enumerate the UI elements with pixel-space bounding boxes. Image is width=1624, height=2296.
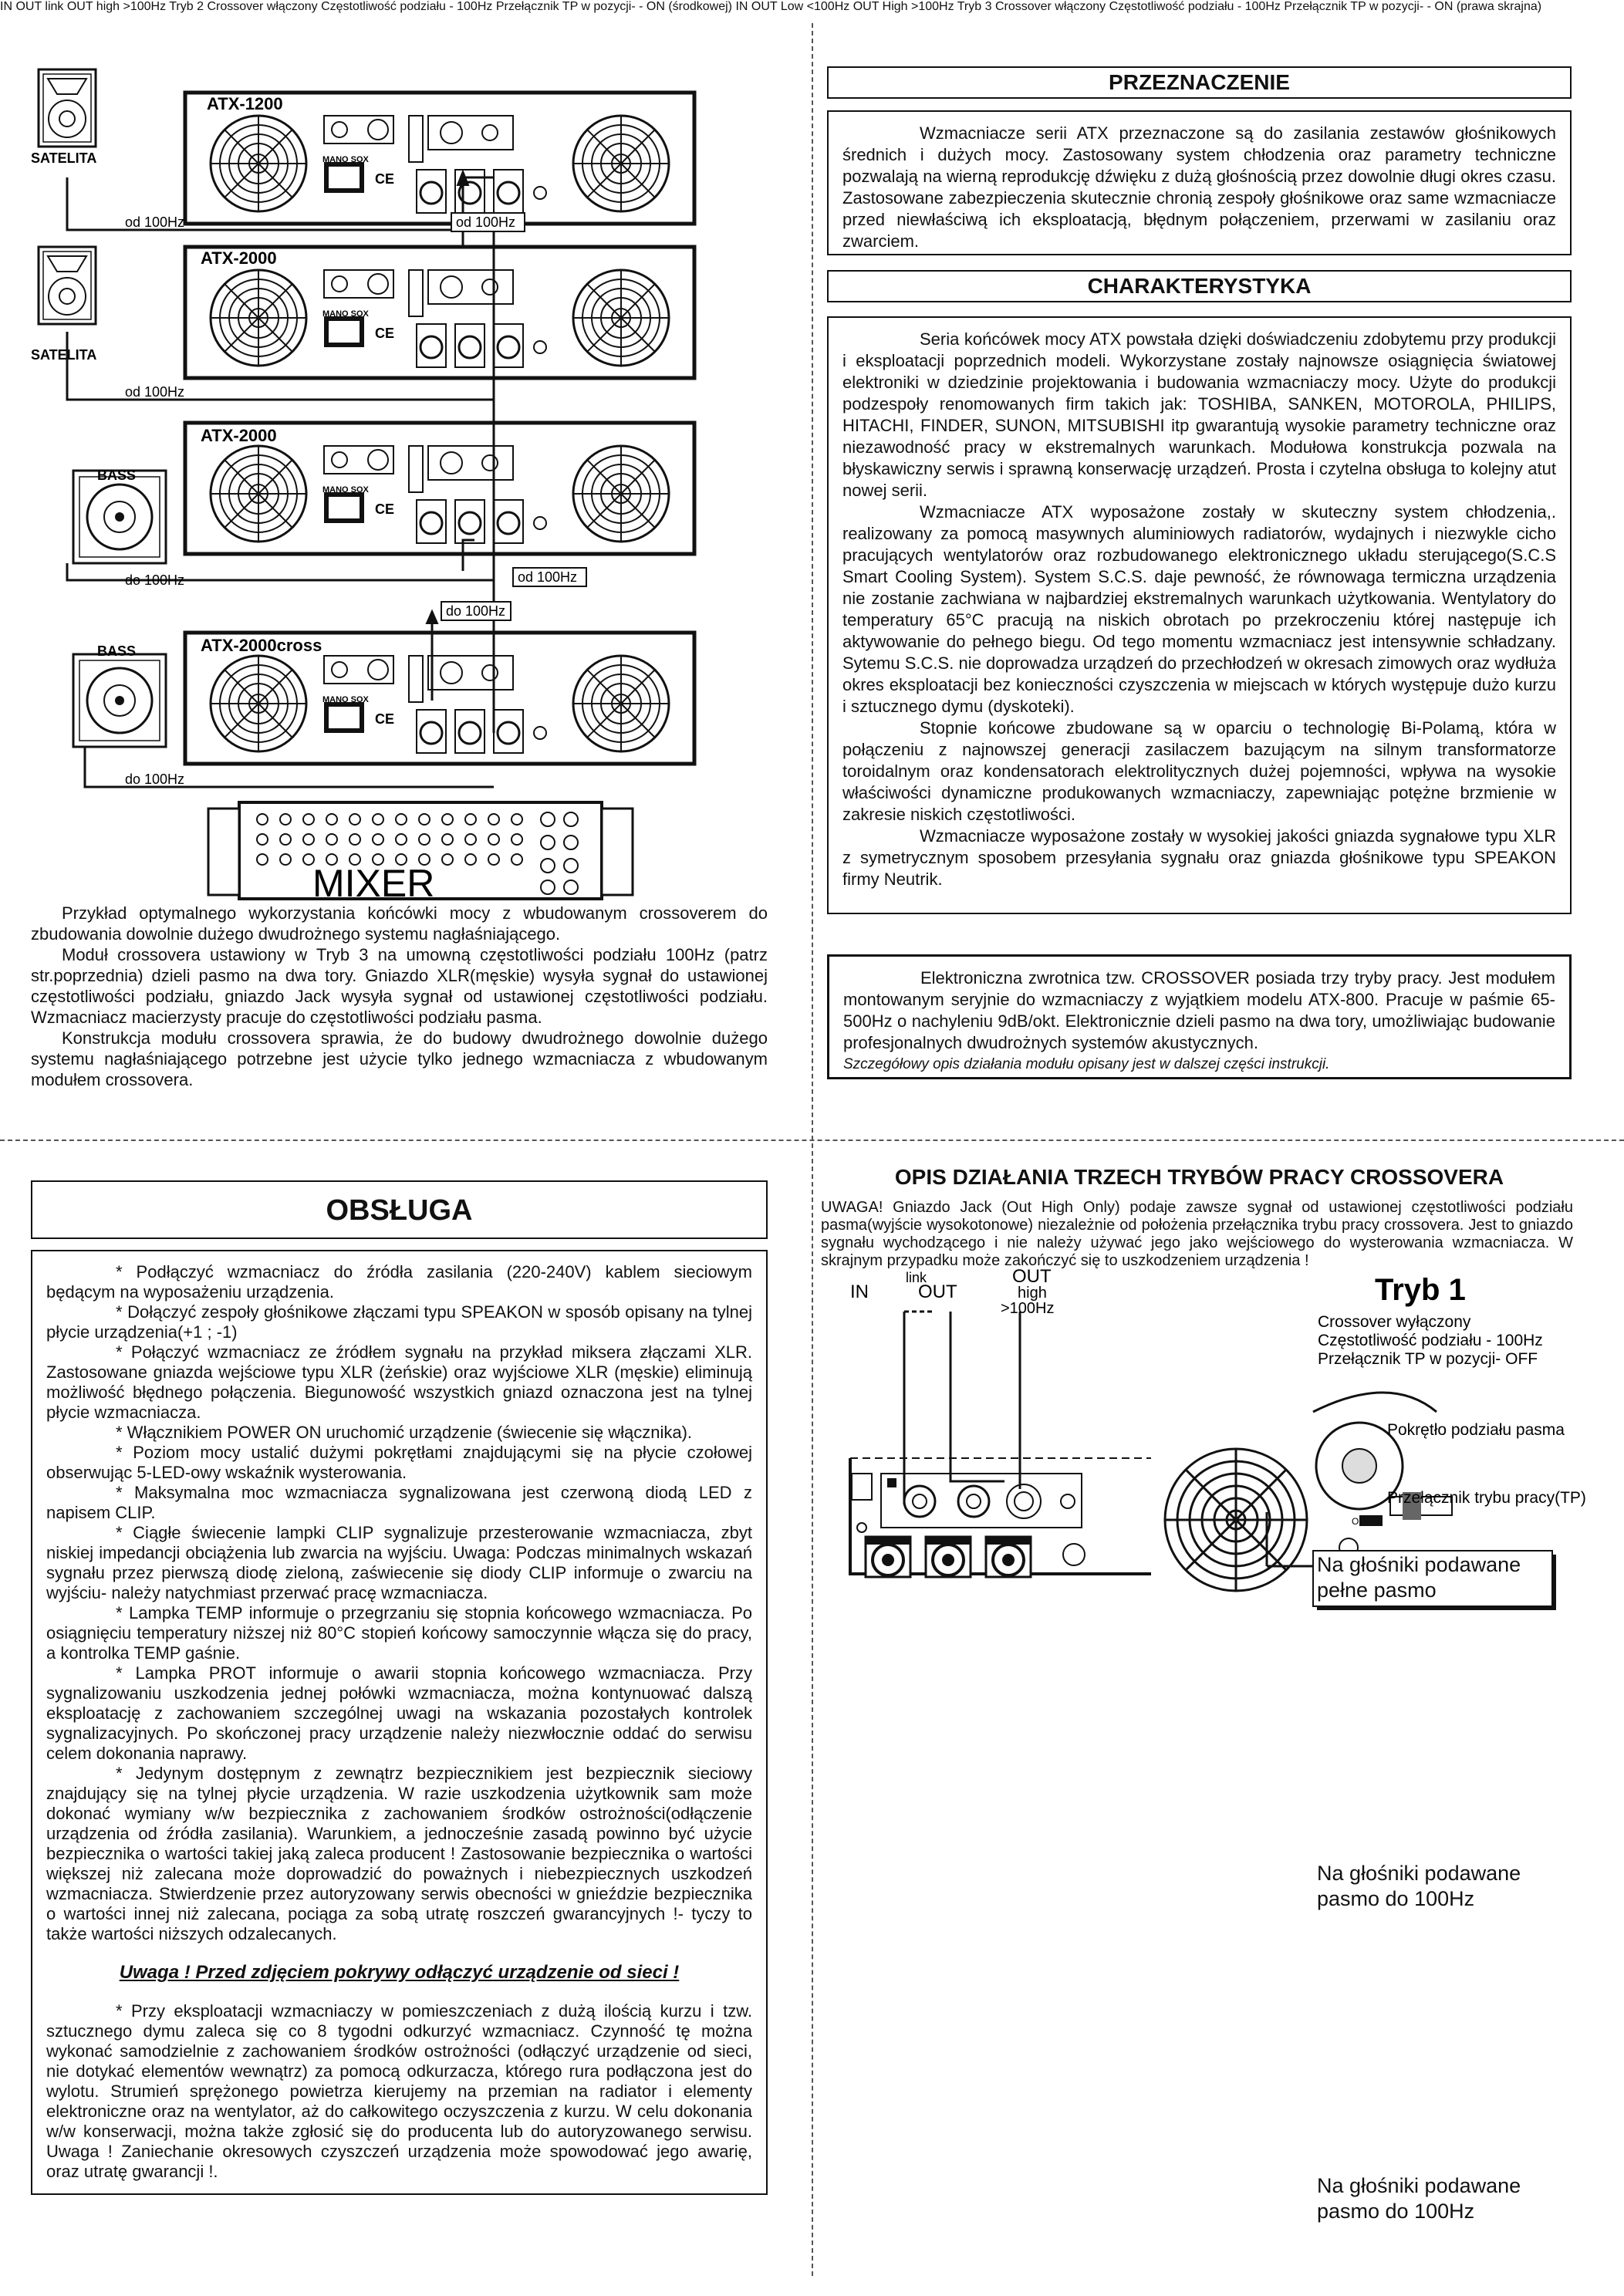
mode-title: Tryb 1 — [1375, 1273, 1466, 1307]
left-description: Przykład optymalnego wykorzystania końcówki mocy z wbudowanym crossoverem do zbudowania dowolnie dużego dwudrożnego systemu nagłaśniającego. Moduł crossovera ustawiony w Tryb 3 na umowną częstotliwości podziału 100Hz (patrz str.poprzednia) dzieli pasmo na dwa tory. Gniazdo XLR(męskie) wysyła sygnał do ustawionej częstotliwości podziału, gniazdo Jack wysyła sygnał od ustawionej częstotliwości podziału. Wzmacniacz macierzysty pracuje do częstotliwości podziału pasma. Konstrukcja modułu crossovera sprawia, że do budowy dwudrożnego dowolnie dużego systemu nagłaśniającego potrzebne jest użycie tylko jednego wzmacniacza z wbudowanym modułem crossovera. — [31, 903, 768, 1089]
mode-2: IN OUT link OUT high >100Hz Tryb 2 Crossover włączony Częstotliwość podziału - 100Hz Przełącznik TP w pozycji- - ON (środkowej) — [0, 0, 732, 13]
mixer — [208, 802, 633, 905]
svg-text:od 100Hz: od 100Hz — [456, 214, 516, 230]
svg-text:high: high — [1018, 1285, 1047, 1302]
svg-text:od 100Hz: od 100Hz — [125, 384, 185, 400]
amp-atx-2000cross — [185, 633, 694, 764]
speaker-satelita-1 — [31, 69, 96, 166]
svg-text:do 100Hz: do 100Hz — [125, 572, 185, 588]
mode-title: Tryb 2 — [169, 0, 204, 13]
mode-1-speaker-note: Na głośniki podawane pełne pasmo — [1317, 1553, 1521, 1602]
svg-text:od 100Hz: od 100Hz — [518, 569, 578, 585]
charakterystyka-heading: CHARAKTERYSTYKA — [827, 270, 1572, 302]
charakterystyka-text: Seria końcówek mocy ATX powstała dzięki doświadczeniu zdobytemu przy produkcji i eksploatacji poprzednich modeli. Wykorzystane zostały najnowsze osiągnięcia światowej elektroniki w dziedzinie projektowania i budowania wzmacniaczy mocy. Użyte do produkcji podzespoły renomowanych firm takich jak: TOSHIBA, SANKEN, MOTOROLA, PHILIPS, HITACHI, FINDER, SUNON, MITSUBISHI itp gwarantują wysokie parametry techniczne oraz niezawodność pracy w ekstremalnych warunkach. Modułowa konstrukcja pozwala na błyskawiczny serwis i sprawną konserwację urządzeń. Prosta i czytelna obsługa to kolejny atut nowej serii. Wzmacniacze ATX wyposażone zostały w skuteczny system chłodzenia,. realizowany za pomocą masywnych aluminiowych radiatorów, wydajnych i niezwykle cicho pracujących wentylatorów oraz rozbudowanego elektronicznego układu sterującego(S.C.S Smart Cooling System). System S.C.S. daje pewność, że równowaga termiczna urządzenia nie zostanie zachwiana w najbardziej ekstremalnych warunkach użytkowania. Wentylatory do temperatury 65°C pracują na niskich obrotach po przekroczeniu której następuje ich aktywowanie do pełnego biegu. Od tego momentu wzmacniacz jest intensywnie schładzany. Sytemu S.C.S. nie doprowadza urządzeń do przechłodzeń w okresach zimowych oraz wydłuża okres eksploatacji bez konieczności czyszczenia w miejscach w których występuje dużo kurzu i sztucznego dymu (dyskoteki). Stopnie końcowe zbudowane są w oparciu o technologię Bi-Polamą, która w połączeniu z najnowszej generacji zasilaczem bazującym na silnym transformatorze toroidalnym oraz kondensatorach elektrolitycznych dużej pojemności, wpływa na wysokie właściwości dynamiczne produkowanych wzmacniaczy, zapewniając potężne brzmienie w zakresie niskich częstotliwości. Wzmacniacze wyposażone zostały w wysokiej jakości gniazda sygnałowe typu XLR z symetrycznym sposobem przesyłania sygnału oraz gniazda głośnikowe typu SPEAKON firmy Neutrik. — [827, 316, 1572, 914]
opis-intro: UWAGA! Gniazdo Jack (Out High Only) podaje zawsze sygnał od ustawionej częstotliwości podziału pasma(wyjście wysokotonowe) niezależnie od położenia przełącznika trybu pracy crossovera. Jest to gniazdo sygnału wychodzącego i nie należy używać jego jako wejściowego do wysterowania wzmacniacza. W skrajnym przypadku może zakończyć się to uszkodzeniem urządzenia ! — [821, 1199, 1573, 1269]
speaker-bass-1 — [73, 468, 166, 563]
amp-atx-2000-2 — [185, 423, 694, 554]
svg-text:OUT: OUT — [918, 1281, 957, 1302]
amp-model-label: ATX-2000cross — [201, 636, 322, 655]
svg-text:OUT: OUT — [1012, 1266, 1052, 1287]
obsluga-heading: OBSŁUGA — [31, 1180, 768, 1239]
obsluga-text: * Podłączyć wzmacniacz do źródła zasilania (220-240V) kablem sieciowym będącym na wyposażeniu urządzenia. * Dołączyć zespoły głośnikowe złączami typu SPEAKON w sposób opisany na tylnej płycie urządzenia(+1 ; -1) * Połączyć wzmacniacz ze źródłem sygnału na przykład miksera złączami XLR. Zastosowane gniazda wejściowe typu XLR (żeńskie) oraz wyjściowe XLR (męskie) eliminują możliwość błędnego połączenia. Biegunowość wszystkich gniazd oznaczona jest na tylnej płycie wzmacniacza. * Włącznikiem POWER ON uruchomić urządzenie (świecenie się włącznika). * Poziom mocy ustalić dużymi pokrętłami znajdującymi się na płycie czołowej obserwując 5-LED-owy wskaźnik wysterowania. * Maksymalna moc wzmacniacza sygnalizowana jest czerwoną diodą LED z napisem CLIP. * Ciągłe świecenie lampki CLIP sygnalizuje przesterowanie wzmacniacza, zbyt niskiej impedancji obciążenia lub zwarcia na wyjściu. Uwaga: Podczas minimalnych wskazań sygnału przez pierwszą diodę zieloną, zaświecenie się diody CLIP informuje o zwarciu na wyjściu- należy natychmiast przerwać pracę wzmacniacza. * Lampka TEMP informuje o przegrzaniu się stopnia końcowego wzmacniacza. Po osiągnięciu temperatury niższej niż 80°C stopień końcowy samoczynnie włącza się do pracy, a kontrolka TEMP gaśnie. * Lampka PROT informuje o awarii stopnia końcowego wzmacniacza. Przy sygnalizowaniu uszkodzenia jednej połówki wzmacniacza, można kontynuować dalszą eksploatację z zachowaniem szczególnej uwagi na wskazania pozostałych kontrolek sygnalizacyjnych. Po skończonej pracy urządzenie należy niezwłocznie oddać do serwisu celem dokonania naprawy. * Jedynym dostępnym z zewnątrz bezpiecznikiem jest bezpiecznik sieciowy znajdujący się na tylnej płycie urządzenia. W razie uszkodzenia użytkownik sam może dokonać wymiany w/w bezpiecznika z zachowaniem środków ostrożności(odłączenie urządzenia od źródła zasilania). Warunkiem, a jednocześnie zasadą powinno być użycie bezpiecznika o wartości takiej jaką zaleca producent ! Zastosowanie bezpiecznika o wartości większej niż zalecana może doprowadzić do poważnych i niebezpiecznych uszkodzeń wzmacniacza. Stwierdzenie przez autoryzowany serwis obecności w gnieździe bezpiecznika o wartości innej niż zalecana, pociąga za sobą utratę roszczeń gwarancyjnych !- tyczy to także wartości niższych odzalecanych. Uwaga ! Przed zdjęciem pokrywy odłączyć urządzenie od sieci ! * Przy eksploatacji wzmacniaczy w pomieszczeniach z dużą ilością kurzu i tzw. sztucznego dymu zaleca się co 8 tygodni odkurzyć wzmacniacz. Czynność tę można wykonać samodzielnie z zachowaniem środków ostrożności (odłączyć urządzenie od sieci, nie dotykać elementów wewnątrz) za pomocą odkurzacza, którego rura podłączona jest do wylotu. Strumień sprężonego powietrza kierujemy na przemian na radiator i elementy elektroniczne oraz na wentylator, aż do całkowitego oczyszczenia z kurzu. W celu dokonania w/w konserwacji, można także zgłosić się do producenta lub do autoryzowanego serwisu. Uwaga ! Zaniechanie okresowych czyszczeń urządzenia może spowodować jego awarię, oraz utratę gwarancji !. — [31, 1250, 768, 2195]
svg-text:BASS: BASS — [97, 643, 137, 659]
mode-2-speaker-note: Na głośniki podawane pasmo do 100Hz — [1317, 1862, 1521, 1910]
mode-title: Tryb 3 — [957, 0, 992, 13]
przeznaczenie-text: Wzmacniacze serii ATX przeznaczone są do zasilania zestawów głośnikowych średnich i dużych mocy. Zastosowany system chłodzenia oraz parametry techniczne pozwalają na wierną reprodukcję dźwięku z dużą głośnością przez dowolnie długi okres czasu. Zastosowane zabezpieczenia skutecznie chronią zespoły głośnikowe oraz same wzmacniacze przed niewłaściwą ich eksploatacją, błędnym połączeniem, przerwami w zasilaniu oraz zwarciem. — [827, 110, 1572, 255]
svg-text:link: link — [906, 1270, 927, 1285]
speaker-bass-2 — [73, 643, 166, 747]
vertical-cut-line — [812, 23, 813, 2276]
svg-text:do 100Hz: do 100Hz — [446, 603, 506, 619]
amp-atx-1200 — [185, 93, 694, 224]
amp-model-label: ATX-2000 — [201, 426, 277, 445]
svg-text:BASS: BASS — [97, 468, 137, 483]
svg-text:>100Hz: >100Hz — [1001, 1300, 1055, 1317]
amp-model-label: ATX-1200 — [207, 94, 283, 113]
svg-text:od 100Hz: od 100Hz — [125, 214, 185, 230]
svg-text:Crossover wyłączony: Crossover wyłączony — [1318, 1313, 1471, 1331]
crossover-info-box: Elektroniczna zwrotnica tzw. CROSSOVER posiada trzy tryby pracy. Jest modułem montowanym seryjnie do wzmacniaczy z wyjątkiem modelu ATX-800. Pracuje w paśmie 65-500Hz o nachyleniu 9dB/okt. Elektronicznie dzieli pasmo na dwa tory, umożliwiając budowanie profesjonalnych dwudrożnych systemów akustycznych. Szczegółowy opis działania modułu opisany jest w dalszej części instrukcji. — [827, 954, 1572, 1079]
svg-text:Pokrętło podziału pasma: Pokrętło podziału pasma — [1387, 1421, 1565, 1439]
svg-text:MANO SOX: MANO SOX — [322, 309, 369, 319]
svg-text:IN: IN — [850, 1281, 869, 1302]
svg-text:Częstotliwość podziału - 100Hz: Częstotliwość podziału - 100Hz — [1318, 1332, 1543, 1349]
opis-heading: OPIS DZIAŁANIA TRZECH TRYBÓW PRACY CROSSOVERA — [894, 1165, 1504, 1189]
svg-text:do 100Hz: do 100Hz — [125, 772, 185, 787]
svg-text:SATELITA: SATELITA — [31, 150, 97, 166]
przeznaczenie-heading: PRZEZNACZENIE — [827, 66, 1572, 99]
svg-text:MANO SOX: MANO SOX — [322, 155, 369, 164]
uwaga-warning: Uwaga ! Przed zdjęciem pokrywy odłączyć urządzenie od sieci ! — [119, 1962, 680, 1983]
svg-text:MANO SOX: MANO SOX — [322, 695, 369, 704]
horizontal-cut-line — [0, 1140, 1624, 1141]
speaker-satelita-2 — [31, 247, 96, 363]
amp-atx-2000-1 — [185, 247, 694, 378]
rack-wiring-diagram — [31, 62, 802, 903]
amp-model-label: ATX-2000 — [201, 248, 277, 268]
mixer-label: MIXER — [312, 862, 435, 905]
svg-text:Przełącznik trybu pracy(TP): Przełącznik trybu pracy(TP) — [1387, 1489, 1586, 1507]
crossover-modes-diagram — [819, 1266, 1586, 2237]
mode-3: IN OUT Low <100Hz OUT High >100Hz Tryb 3 Crossover włączony Częstotliwość podziału - 100Hz Przełącznik TP w pozycji- - ON (prawa skrajna) — [735, 0, 1542, 13]
svg-text:SATELITA: SATELITA — [31, 347, 97, 363]
svg-text:Przełącznik TP w pozycji- OFF: Przełącznik TP w pozycji- OFF — [1318, 1350, 1538, 1368]
mode-3-speaker-note: Na głośniki podawane pasmo do 100Hz — [1317, 2174, 1521, 2223]
svg-text:MANO SOX: MANO SOX — [322, 485, 369, 495]
